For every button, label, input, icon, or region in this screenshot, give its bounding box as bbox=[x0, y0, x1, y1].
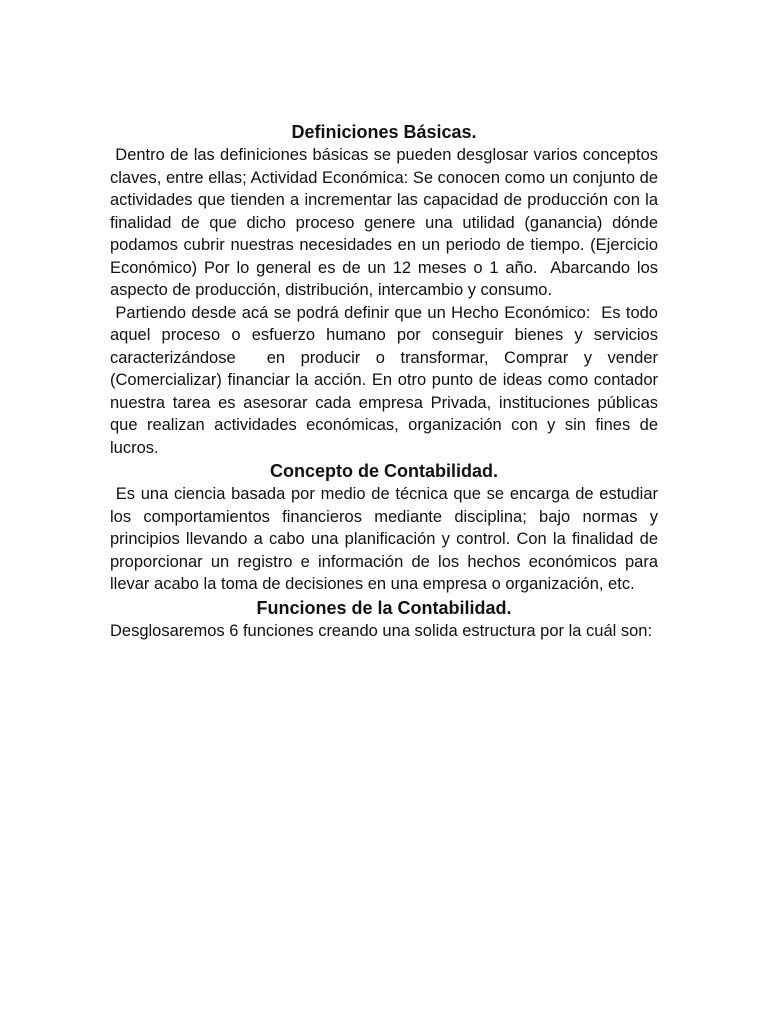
paragraph-funciones-intro: Desglosaremos 6 funciones creando una solida estructura por la cuál son: bbox=[110, 621, 653, 640]
heading-definiciones-basicas: Definiciones Básicas. bbox=[291, 122, 477, 142]
paragraph-actividad-economica: Dentro de las definiciones básicas se pueden desglosar varios conceptos claves, entre ellas; Actividad Económica: Se conocen como un conjunto de actividades que tienden a incrementar las capacidad de producción con la finalidad de que dicho proceso genere una utilidad (ganancia) dónde podamos cubrir nuestras necesidades en un periodo de tiempo. (Ejercicio Económico) Por lo general es de un 12 meses o 1 año. Abarcando los aspecto de producción, distribución, intercambio y consumo. bbox=[110, 146, 663, 299]
heading-funciones-contabilidad: Funciones de la Contabilidad. bbox=[256, 597, 512, 618]
document-body bbox=[110, 120, 663, 642]
paragraph-hecho-economico: Partiendo desde acá se podrá definir que un Hecho Económico: Es todo aquel proceso o esfuerzo humano por conseguir bienes y servicios caracterizándose en producir o transformar, Comprar y vender (Comercializar) financiar la acción. En otro punto de ideas como contador nuestra tarea es asesorar cada empresa Privada, instituciones públicas que realizan actividades económicas, organización con y sin fines de lucros. bbox=[110, 303, 663, 457]
paragraph-concepto-contabilidad: Es una ciencia basada por medio de técnica que se encarga de estudiar los comportamientos financieros mediante disciplina; bajo normas y principios llevando a cabo una planificación y control. Con la finalidad de proporcionar un registro e información de los hechos económicos para llevar acabo la toma de decisiones en una empresa o organización, etc. bbox=[110, 485, 663, 593]
heading-concepto-contabilidad: Concepto de Contabilidad. bbox=[270, 461, 498, 481]
